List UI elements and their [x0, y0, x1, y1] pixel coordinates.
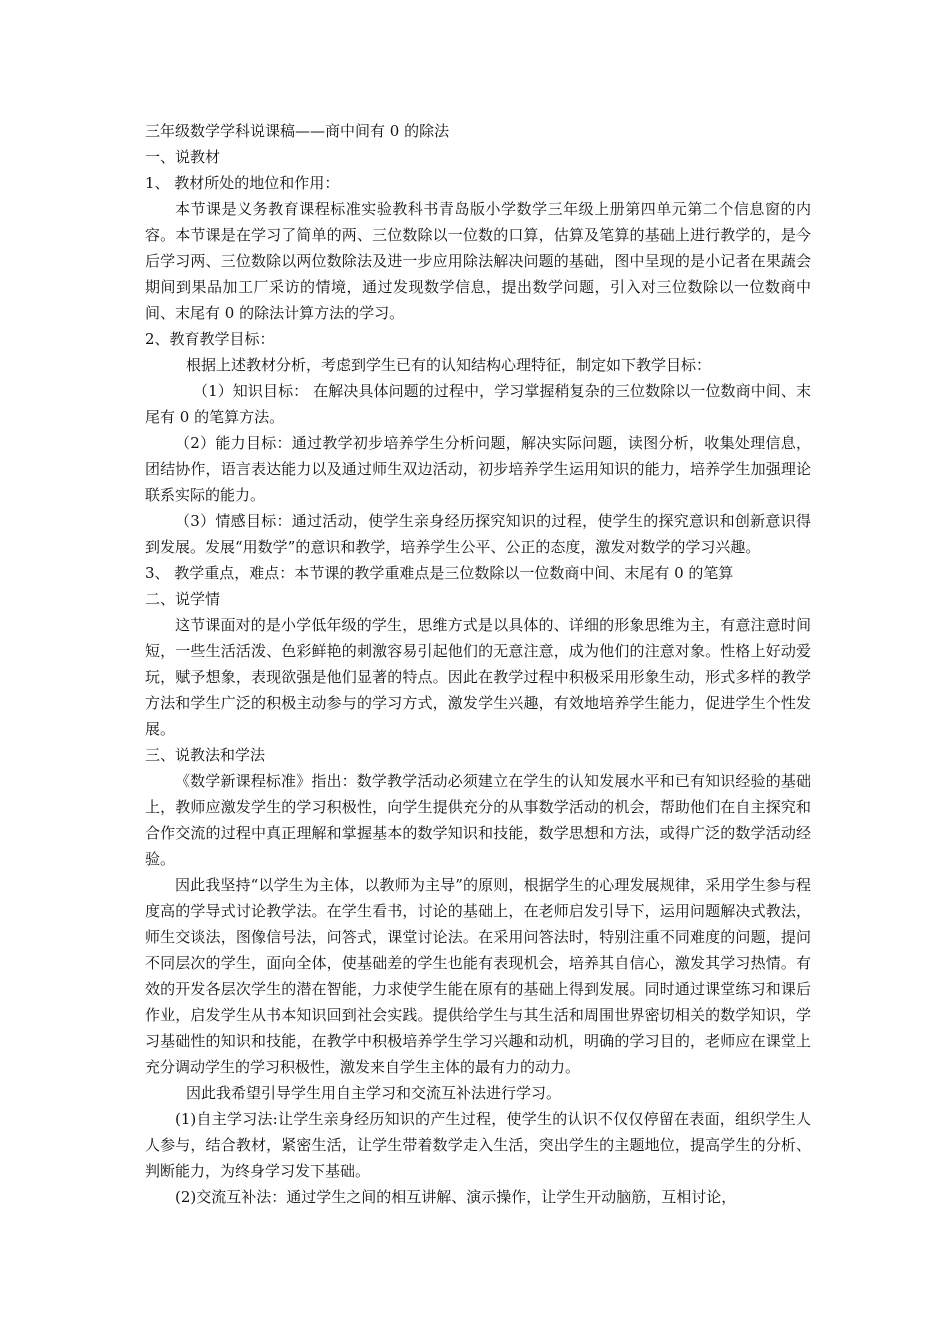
- subheading-position-role: 1、 教材所处的地位和作用：: [145, 174, 340, 192]
- section-heading-learners: 二、说学情: [145, 590, 221, 608]
- paragraph-self-study-method: (1)自主学习法:让学生亲身经历知识的产生过程，使学生的认识不仅仅停留在表面，组织学生人人参与，结合教材，紧密生活，让学生带着数学走入生活，突出学生的主题地位，提高学生的分析、判断能力，为终身学习发下基础。: [145, 1110, 811, 1180]
- paragraph-emotion-goal: （3）情感目标：通过活动，使学生亲身经历探究知识的过程，使学生的探究意识和创新意识得到发展。发展“用数学”的意识和教学，培养学生公平、公正的态度，激发对数学的学习兴趣。: [145, 512, 811, 556]
- paragraph-position-role: 本节课是义务教育课程标准实验教科书青岛版小学数学三年级上册第四单元第二个信息窗的内容。本节课是在学习了简单的两、三位数除以一位数的口算，估算及笔算的基础上进行教学的，是今后学习两、三位数除以两位数除法及进一步应用除法解决问题的基础，图中呈现的是小记者在果蔬会期间到果品加工厂采访的情境，通过发现数学信息，提出数学问题，引入对三位数除以一位数商中间、末尾有 0 的除法计算方法的学习。: [145, 200, 811, 322]
- paragraph-ability-goal: （2）能力目标：通过教学初步培养学生分析问题，解决实际问题，读图分析，收集处理信息，团结协作，语言表达能力以及通过师生双边活动，初步培养学生运用知识的能力，培养学生加强理论联系实际的能力。: [145, 434, 811, 504]
- paragraph-curriculum-standard: 《数学新课程标准》指出：数学教学活动必须建立在学生的认知发展水平和已有知识经验的基础上，教师应激发学生的学习积极性，向学生提供充分的从事数学活动的机会，帮助他们在自主探究和合作交流的过程中真正理解和掌握基本的数学知识和技能，数学思想和方法，或得广泛的数学活动经验。: [145, 772, 811, 868]
- paragraph-learners: 这节课面对的是小学低年级的学生，思维方式是以具体的、详细的形象思维为主，有意注意时间短，一些生活活泼、色彩鲜艳的刺激容易引起他们的无意注意，成为他们的注意对象。性格上好动爱玩，赋予想象，表现欲强是他们显著的特点。因此在教学过程中积极采用形象生动，形式多样的教学方法和学生广泛的积极主动参与的学习方式，激发学生兴趣，有效地培养学生能力，促进学生个性发展。: [145, 616, 811, 738]
- paragraph-goals-intro: 根据上述教材分析，考虑到学生已有的认知结构心理特征，制定如下教学目标：: [186, 356, 712, 374]
- paragraph-exchange-method: (2)交流互补法：通过学生之间的相互讲解、演示操作，让学生开动脑筋，互相讨论，: [175, 1188, 737, 1206]
- section-heading-textbook: 一、说教材: [145, 148, 221, 166]
- paragraph-knowledge-goal: （1）知识目标： 在解决具体问题的过程中，学习掌握稍复杂的三位数除以一位数商中间、末尾有 0 的笔算方法。: [145, 382, 811, 426]
- document-page: [145, 118, 811, 1210]
- section-heading-methods: 三、说教法和学法: [145, 746, 266, 764]
- paragraph-teaching-method: 因此我坚持“以学生为主体，以教师为主导”的原则，根据学生的心理发展规律，采用学生参与程度高的学导式讨论教学法。在学生看书，讨论的基础上，在老师启发引导下，运用问题解决式教法，师生交谈法，图像信号法，问答式，课堂讨论法。在采用问答法时，特别注重不同难度的问题，提问不同层次的学生，面向全体，使基础差的学生也能有表现机会，培养其自信心，激发其学习热情。有效的开发各层次学生的潜在智能，力求使学生能在原有的基础上得到发展。同时通过课堂练习和课后作业，启发学生从书本知识回到社会实践。提供给学生与其生活和周围世界密切相关的数学知识，学习基础性的知识和技能，在教学中积极培养学生学习兴趣和动机，明确的学习目的，老师应在课堂上充分调动学生的学习积极性，激发来自学生主体的最有力的动力。: [145, 876, 811, 1076]
- subheading-teaching-goals: 2、教育教学目标：: [145, 330, 275, 348]
- paragraph-learning-method-intro: 因此我希望引导学生用自主学习和交流互补法进行学习。: [186, 1084, 562, 1102]
- subheading-key-difficult-points: 3、 教学重点，难点：本节课的教学重难点是三位数除以一位数商中间、末尾有 0 的笔算: [145, 564, 734, 582]
- document-title: 三年级数学学科说课稿——商中间有 0 的除法: [145, 122, 450, 140]
